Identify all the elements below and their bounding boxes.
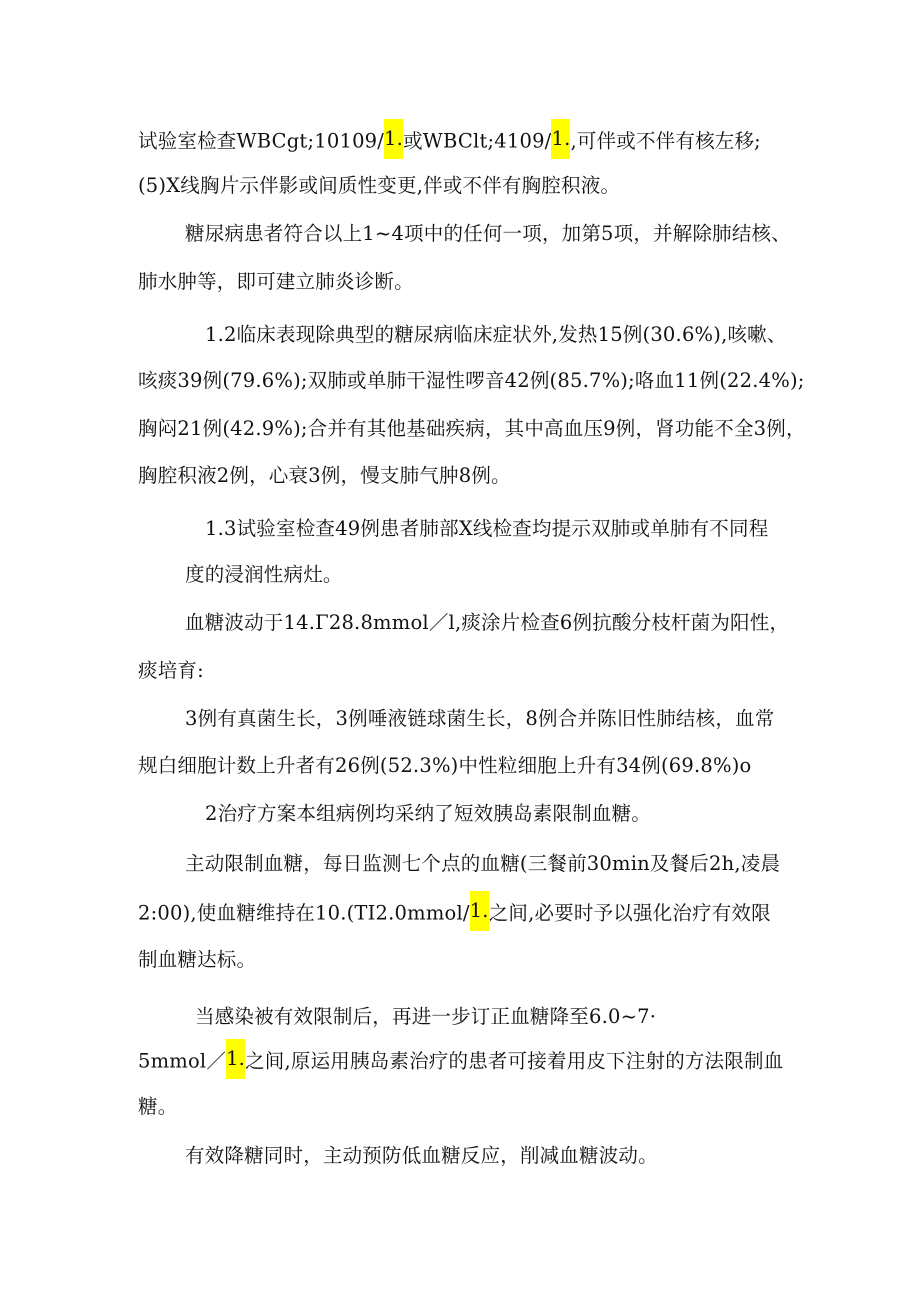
text-line-8: [138, 462, 511, 490]
text-run: 有效降糖同时，主动预防低血糖反应，削减血糖波动。: [185, 1144, 658, 1167]
text-run: 2治疗方案本组病例均采纳了短效胰岛素限制血糖。: [205, 802, 652, 825]
text-line-4: [138, 268, 414, 296]
text-run: 糖尿病患者符合以上1~4项中的任何一项，加第5项，并解除肺结核、: [185, 222, 791, 245]
text-run: 规白细胞计数上升者有26例(52.3%)中性粒细胞上升有34例(69.8%)o: [138, 754, 752, 777]
text-line-10: [185, 561, 343, 589]
text-run: (5)X线胸片示伴影或间质性变更,伴或不伴有胸腔积液。: [138, 174, 621, 197]
text-run: 度的浸润性病灶。: [185, 563, 343, 586]
text-line-14: [138, 752, 752, 780]
text-line-13: [185, 705, 774, 733]
text-line-15: [205, 800, 651, 828]
text-run: 之间,原运用胰岛素治疗的患者可接着用皮下注射的方法限制血: [245, 1049, 784, 1073]
text-line-11: [185, 609, 789, 637]
text-run: 试验室检查WBCgt;10109/: [138, 129, 385, 153]
text-line-18: [138, 946, 256, 974]
text-run: 肺水肿等，即可建立肺炎诊断。: [138, 270, 414, 293]
text-run: 制血糖达标。: [138, 948, 257, 971]
text-line-22: [185, 1142, 658, 1170]
text-run: 或WBClt;4109/: [403, 129, 552, 153]
text-run: 胸闷21例(42.9%);合并有其他基础疾病，其中高血压9例，肾功能不全3例，: [138, 417, 806, 440]
text-line-17: [138, 897, 771, 931]
text-line-20: [138, 1045, 783, 1079]
text-run: ,可伴或不伴有核左移;: [570, 129, 761, 153]
text-line-1: [138, 125, 761, 159]
highlighted-text: 1.: [226, 1039, 245, 1079]
text-line-16: [185, 850, 780, 878]
highlighted-text: 1.: [551, 119, 570, 159]
text-line-19: [195, 1003, 656, 1031]
text-run: 1.2临床表现除典型的糖尿病临床症状外,发热15例(30.6%),咳嗽、: [205, 323, 787, 346]
text-run: 主动限制血糖，每日监测七个点的血糖(三餐前30min及餐后2h,凌晨: [185, 852, 781, 875]
text-run: 1.3试验室检查49例患者肺部X线检查均提示双肺或单肺有不同程: [205, 517, 769, 540]
text-run: 5mmol／: [138, 1049, 227, 1073]
text-run: 胸腔积液2例，心衰3例，慢支肺气肿8例。: [138, 464, 511, 487]
text-line-7: [138, 415, 806, 443]
text-line-12: [138, 657, 204, 685]
text-line-2: [138, 172, 620, 200]
text-line-21: [138, 1093, 177, 1121]
highlighted-text: 1.: [470, 891, 489, 931]
text-line-6: [138, 367, 805, 395]
text-line-5: [205, 321, 787, 349]
text-run: 2:00),使血糖维持在10.(TI2.0mmol/: [138, 901, 470, 925]
text-run: 之间,必要时予以强化治疗有效限: [488, 901, 771, 925]
text-run: 咳痰39例(79.6%);双肺或单肺干湿性啰音42例(85.7%);咯血11例(22.4%);: [138, 369, 805, 392]
text-run: 当感染被有效限制后，再进一步订正血糖降至6.0~7·: [195, 1005, 657, 1028]
text-run: 痰培育:: [138, 659, 204, 682]
text-run: 糖。: [138, 1095, 178, 1118]
text-run: 3例有真菌生长，3例唾液链球菌生长，8例合并陈旧性肺结核，血常: [185, 707, 775, 730]
text-run: 血糖波动于14.Γ28.8mmol／l,痰涂片检查6例抗酸分枝杆菌为阳性，: [185, 611, 790, 634]
text-line-3: [185, 220, 791, 248]
text-line-9: [205, 515, 768, 543]
highlighted-text: 1.: [384, 119, 403, 159]
